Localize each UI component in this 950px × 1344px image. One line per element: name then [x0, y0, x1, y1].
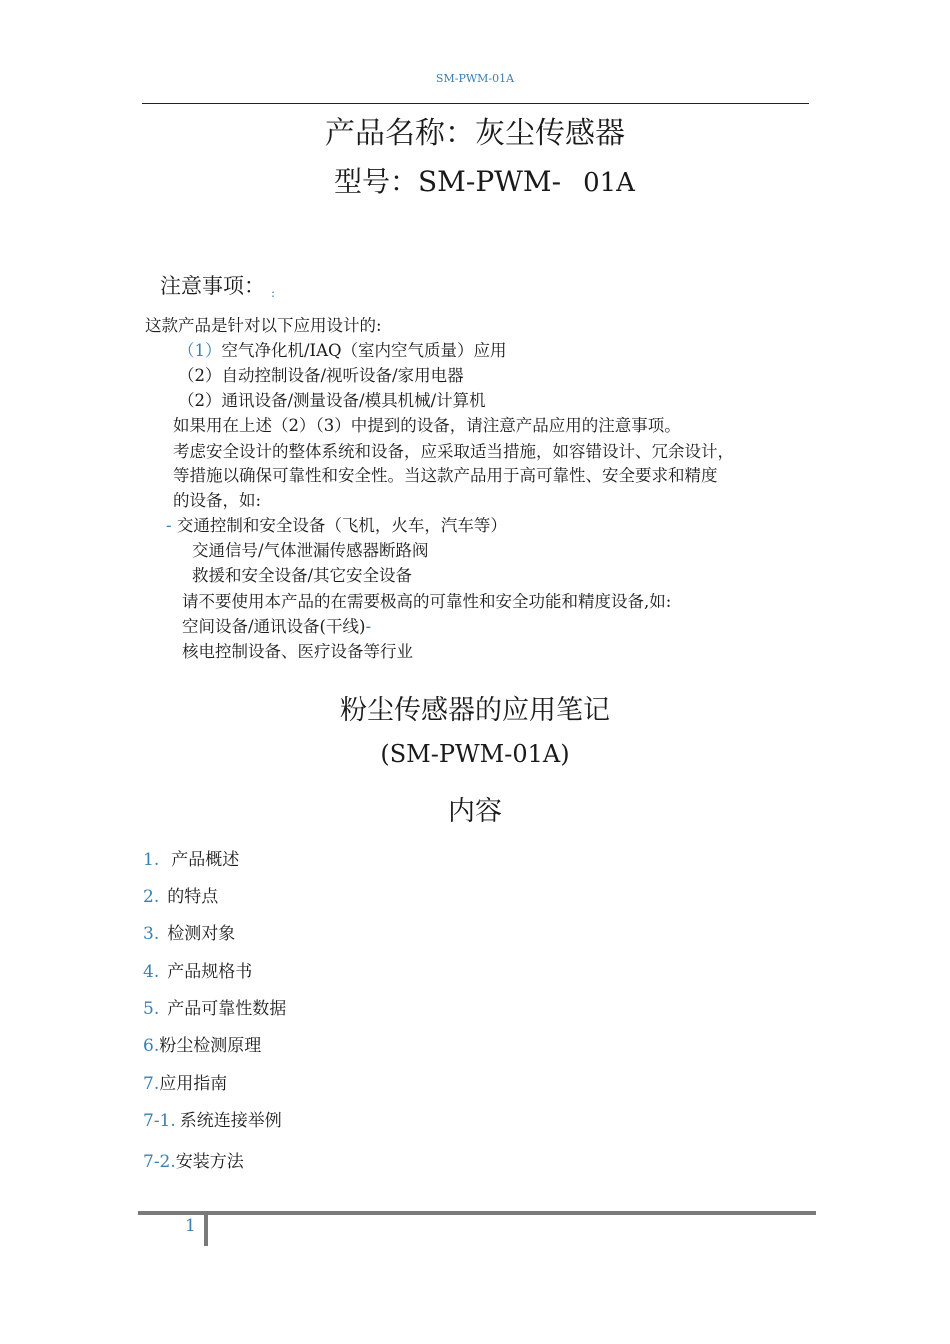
- toc-item-number: 6.: [143, 1036, 160, 1056]
- notice-paragraph-1: 如果用在上述（2）（3）中提到的设备，请注意产品应用的注意事项。: [173, 416, 681, 435]
- bullet-traffic-control-text: 交通控制和安全设备（飞机，火车，汽车等）: [176, 516, 507, 535]
- footer-rule: [138, 1211, 816, 1215]
- toc-item-number: 2.: [143, 887, 160, 907]
- toc-item[interactable]: [143, 957, 252, 982]
- toc-item-number: 7.: [143, 1074, 160, 1094]
- contents-heading: 内容: [448, 796, 502, 827]
- model-title-prefix: 型号：SM-PWM-: [334, 165, 562, 198]
- header-rule: [142, 103, 809, 104]
- toc-item-number: 7-1.: [143, 1111, 176, 1131]
- toc-item[interactable]: [143, 994, 286, 1019]
- application-item-1-text: 空气净化机/IAQ（室内空气质量）应用: [221, 341, 507, 360]
- toc-item[interactable]: [143, 1031, 261, 1056]
- sub-item-rescue-equipment: 救援和安全设备/其它安全设备: [192, 566, 413, 585]
- application-item-3: （2）通讯设备/测量设备/模具机械/计算机: [178, 391, 486, 410]
- page-number: 1: [185, 1216, 196, 1236]
- footer-bar: [204, 1211, 208, 1246]
- toc-item-number: 3.: [143, 924, 160, 944]
- toc-item[interactable]: [143, 919, 235, 944]
- toc-item-label: 产品概述: [171, 850, 240, 870]
- toc-item-number: 7-2.: [143, 1152, 176, 1172]
- notice-heading-label: 注意事项：: [160, 274, 265, 298]
- toc-item-label: 产品可靠性数据: [167, 999, 287, 1019]
- restricted-item-space: [182, 614, 371, 639]
- bullet-traffic-control: [166, 513, 507, 538]
- toc-item-label: 产品规格书: [167, 962, 253, 982]
- toc-item-label: 应用指南: [159, 1074, 228, 1094]
- toc-item-label: 系统连接举例: [179, 1111, 282, 1131]
- toc-item[interactable]: [143, 1147, 244, 1172]
- toc-item-label: 粉尘检测原理: [159, 1036, 262, 1056]
- application-item-1: [178, 338, 507, 363]
- toc-item-number: 1.: [143, 850, 160, 870]
- toc-item[interactable]: [143, 1069, 227, 1094]
- toc-item-number: 5.: [143, 999, 160, 1019]
- restricted-item-space-text: 空间设备/通讯设备(干线): [182, 617, 366, 636]
- model-title-suffix: 01A: [583, 168, 635, 198]
- notice-paragraph-2-line-2: 等措施以确保可靠性和安全性。当这款产品用于高可靠性、安全要求和精度: [173, 466, 718, 485]
- toc-item[interactable]: [143, 1106, 282, 1131]
- restricted-item-dash: -: [365, 617, 372, 636]
- toc-item[interactable]: [143, 882, 218, 907]
- bullet-dash: -: [166, 516, 172, 535]
- toc-item-label: 检测对象: [167, 924, 236, 944]
- notice-paragraph-2-line-3: 的设备，如:: [173, 491, 262, 510]
- running-header: SM-PWM-01A: [435, 72, 515, 85]
- application-item-1-number: （1）: [178, 341, 222, 360]
- notice-colon-mark: :: [271, 286, 276, 300]
- toc-item[interactable]: [143, 845, 239, 870]
- model-title: [334, 160, 635, 200]
- sub-item-traffic-signal: 交通信号/气体泄漏传感器断路阀: [192, 541, 429, 560]
- notice-intro: 这款产品是针对以下应用设计的:: [145, 316, 382, 335]
- product-name-title: 产品名称：灰尘传感器: [325, 116, 625, 151]
- application-notes-title: 粉尘传感器的应用笔记: [340, 695, 610, 726]
- application-item-2: （2）自动控制设备/视听设备/家用电器: [178, 366, 464, 385]
- notice-heading: [160, 270, 275, 300]
- toc-item-label: 的特点: [167, 887, 219, 907]
- notice-paragraph-2-line-1: 考虑安全设计的整体系统和设备，应采取适当措施，如容错设计、冗余设计，: [173, 442, 734, 461]
- toc-item-label: 安装方法: [175, 1152, 244, 1172]
- restricted-item-nuclear: 核电控制设备、医疗设备等行业: [182, 642, 413, 661]
- application-notes-model: (SM-PWM-01A): [380, 740, 570, 768]
- toc-item-number: 4.: [143, 962, 160, 982]
- notice-paragraph-3: 请不要使用本产品的在需要极高的可靠性和安全功能和精度设备,如:: [182, 592, 672, 611]
